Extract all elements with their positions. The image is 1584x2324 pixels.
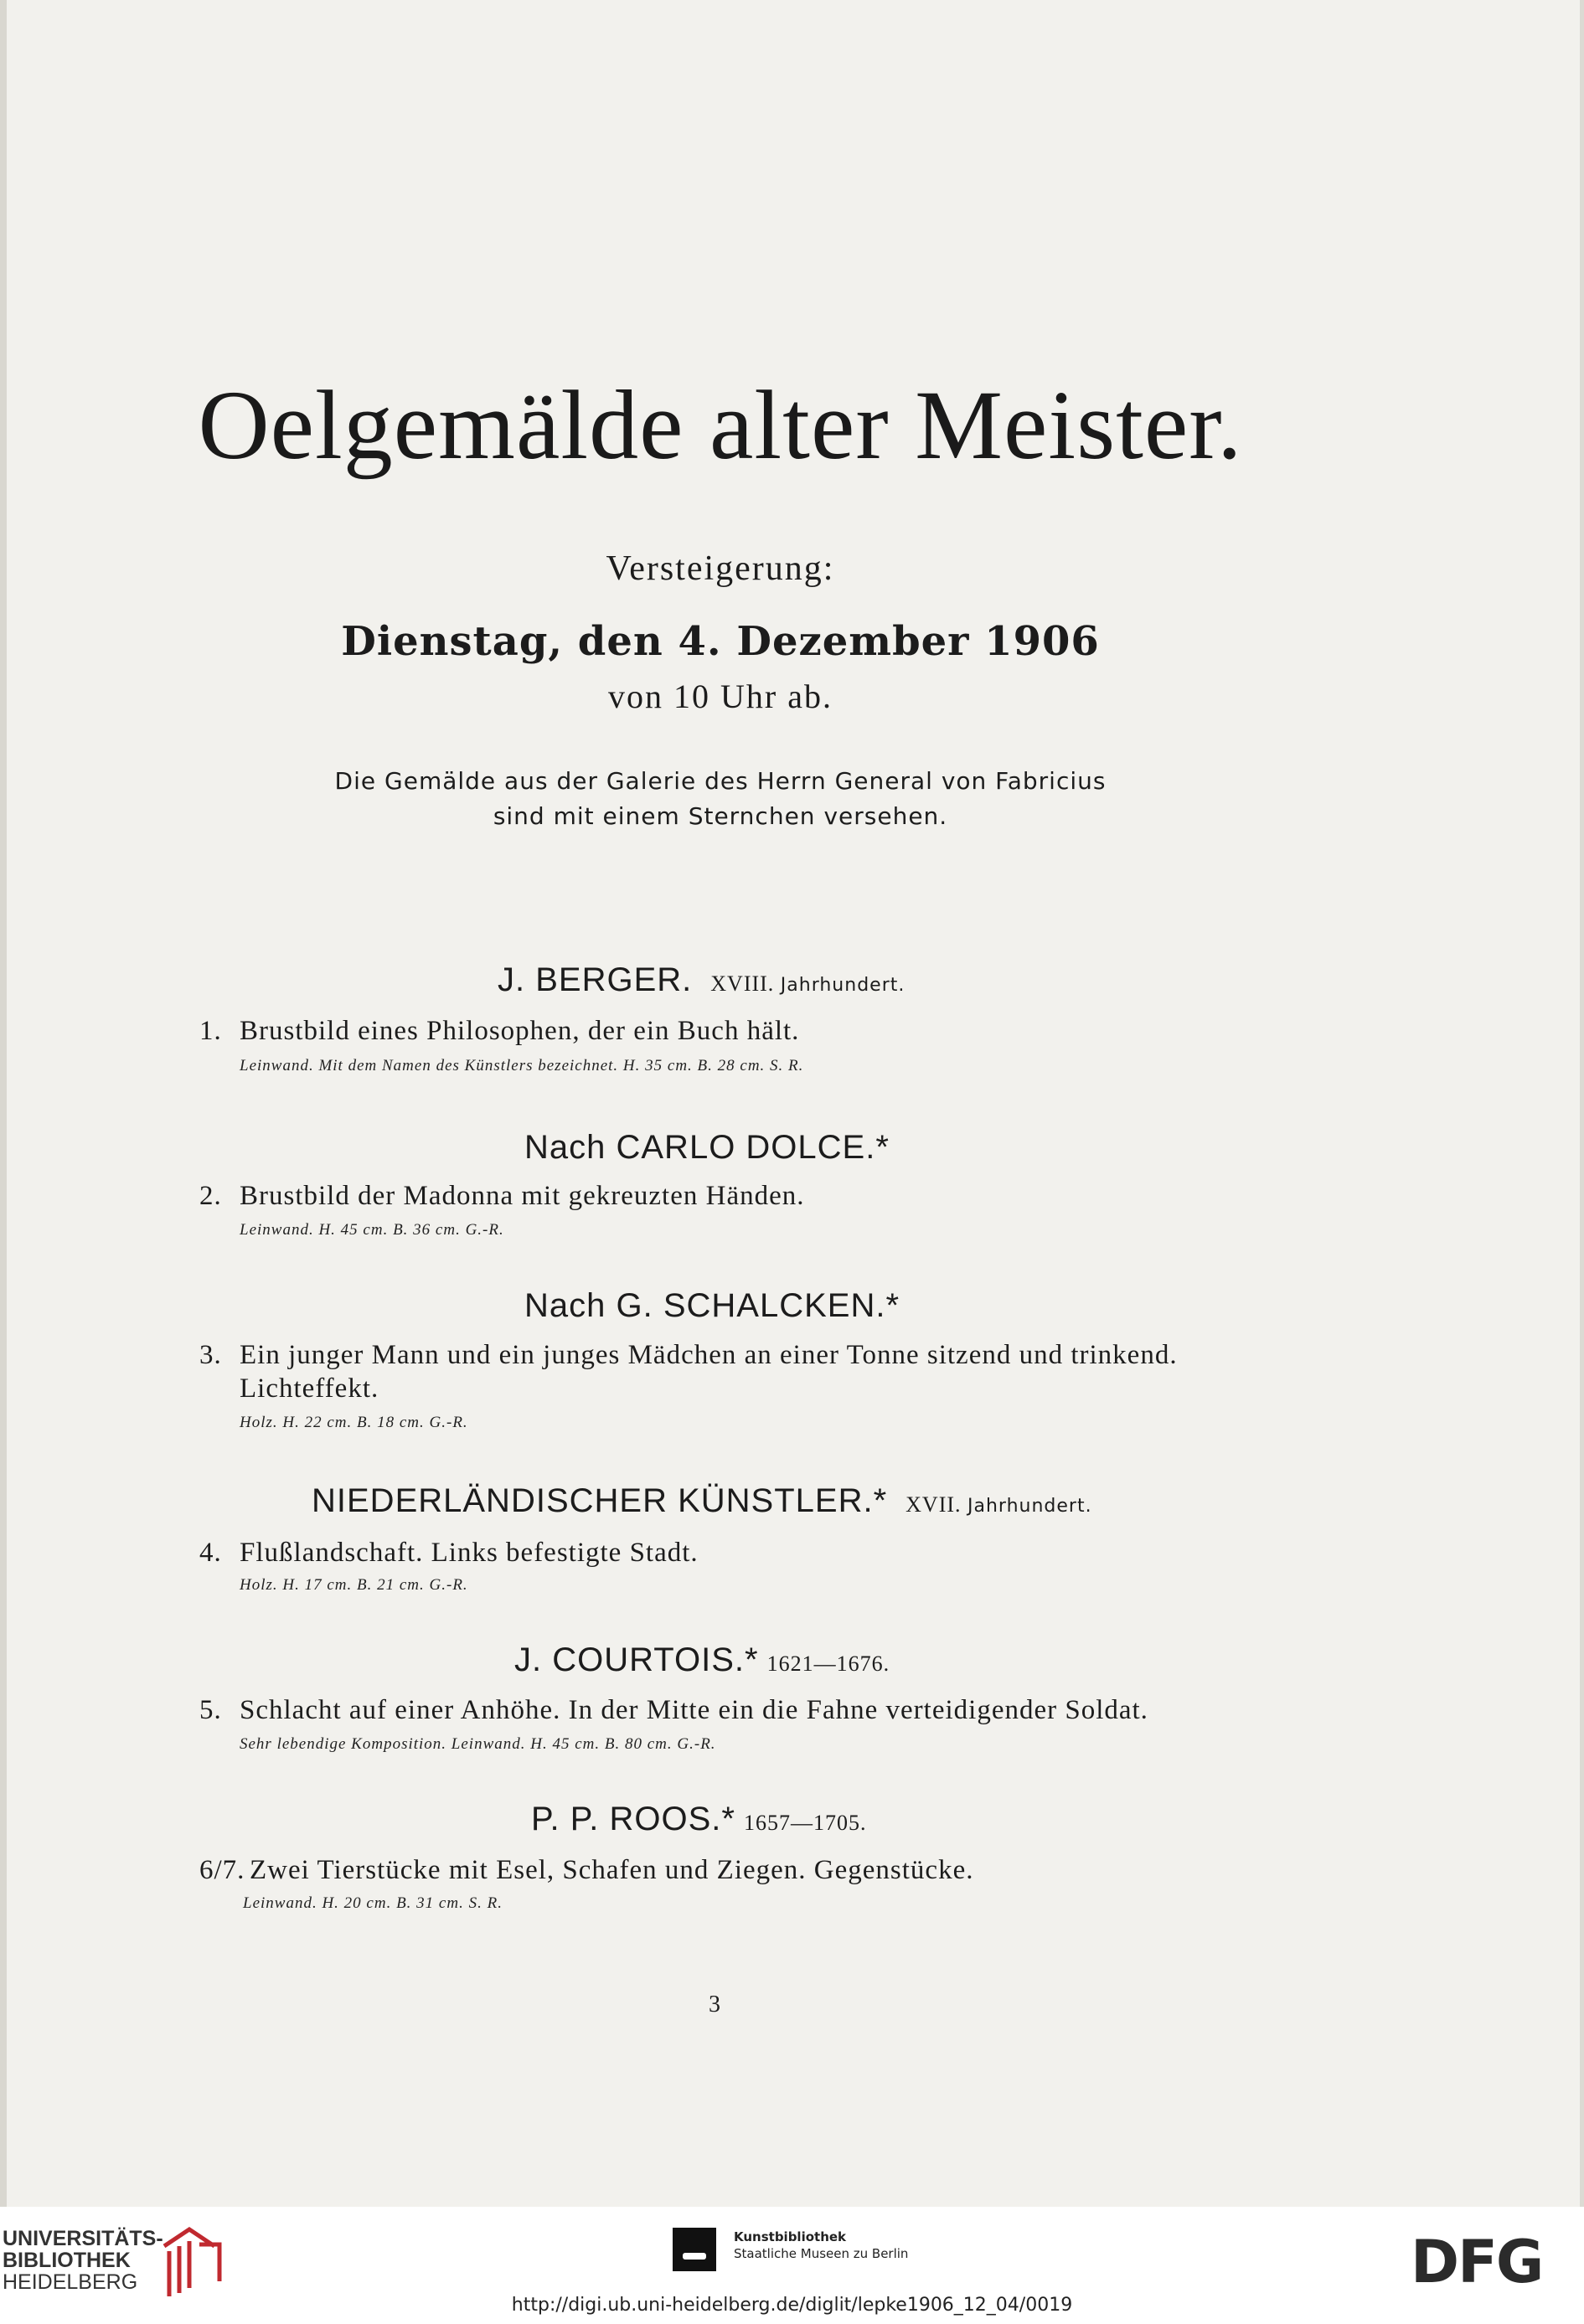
lot-number: 5. [199,1695,222,1725]
auction-time: von 10 Uhr ab. [608,678,833,715]
lot-details: Holz. H. 22 cm. B. 18 cm. G.-R. [240,1414,468,1431]
artist-heading [514,1641,890,1679]
century-label: XVII. Jahrhundert. [906,1492,1092,1517]
artist-heading [524,1129,890,1167]
lot-number: 3. [199,1340,222,1370]
lot-description: Ein junger Mann und ein junges Mädchen an einer Tonne sitzend und trinkend. [240,1340,1178,1370]
collection-note [0,764,1441,834]
artist-name: Nach CARLO DOLCE.* [524,1129,890,1166]
lot-number: 2. [199,1181,222,1211]
catalog-title: Oelgemälde alter Meister. [198,370,1243,480]
page-number: 3 [709,1992,720,2017]
lot-description: Brustbild eines Philosophen, der ein Buch hält. [240,1016,800,1046]
lot-details: Leinwand. H. 20 cm. B. 31 cm. S. R. [243,1894,503,1912]
artist-heading [312,1482,1092,1520]
permalink-url[interactable]: http://digi.ub.uni-heidelberg.de/diglit/lepke1906_12_04/0019 [511,2295,1073,2316]
auction-label: Versteigerung: [606,549,835,588]
page-edge-right [1580,0,1584,2207]
lot-number: 1. [199,1016,222,1046]
life-dates: 1621—1676. [766,1652,890,1676]
lot-description-continued: Lichteffekt. [240,1373,379,1404]
ub-heidelberg-logo-icon[interactable] [156,2221,223,2301]
lot-description: Flußlandschaft. Links befestigte Stadt. [240,1538,699,1568]
artist-heading [531,1801,866,1838]
artist-name: NIEDERLÄNDISCHER KÜNSTLER.* [312,1482,888,1519]
lot-number: 6/7. [199,1855,245,1885]
artist-name: J. BERGER. [498,961,693,998]
dfg-logo[interactable]: DFG [1411,2228,1543,2296]
kunstbibliothek-logo-icon[interactable] [673,2228,716,2271]
kunstbibliothek-wordmark[interactable]: Kunstbibliothek Staatliche Museen zu Berlin [734,2229,909,2261]
artist-name: J. COURTOIS.* [514,1641,759,1678]
lot-details: Leinwand. H. 45 cm. B. 36 cm. G.-R. [240,1221,504,1239]
lot-description: Schlacht auf einer Anhöhe. In der Mitte ein die Fahne verteidigender Soldat. [240,1695,1148,1725]
ub-heidelberg-wordmark[interactable]: UNIVERSITÄTS- BIBLIOTHEK HEIDELBERG [3,2227,163,2294]
lot-description: Zwei Tierstücke mit Esel, Schafen und Ziegen. Gegenstücke. [250,1855,974,1885]
artist-heading [524,1287,900,1325]
auction-date: Dienstag, den 4. Dezember 1906 [341,618,1100,665]
artist-heading [498,961,905,999]
lot-details: Holz. H. 17 cm. B. 21 cm. G.-R. [240,1576,468,1594]
lot-details: Sehr lebendige Komposition. Leinwand. H. 45 cm. B. 80 cm. G.-R. [240,1735,716,1753]
lot-details: Leinwand. Mit dem Namen des Künstlers bezeichnet. H. 35 cm. B. 28 cm. S. R. [240,1057,804,1074]
page-edge-left [0,0,7,2207]
lot-description: Brustbild der Madonna mit gekreuzten Händen. [240,1181,805,1211]
artist-name: Nach G. SCHALCKEN.* [524,1287,900,1324]
lot-number: 4. [199,1538,222,1568]
life-dates: 1657—1705. [743,1811,867,1835]
century-label: XVIII. Jahrhundert. [710,971,906,996]
collection-note-line: sind mit einem Sternchen versehen. [493,802,948,830]
collection-note-line: Die Gemälde aus der Galerie des Herrn General von Fabricius [334,767,1107,795]
artist-name: P. P. ROOS.* [531,1801,735,1837]
